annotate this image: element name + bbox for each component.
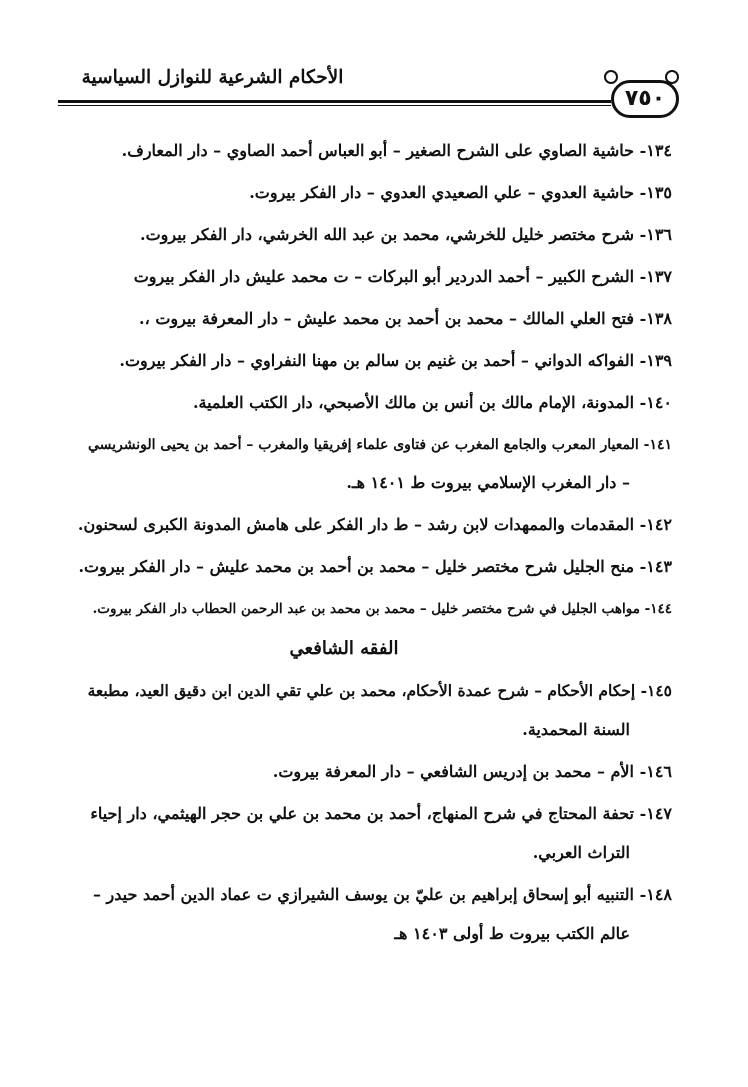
reference-entry-147-continuation: التراث العربي.: [532, 843, 630, 862]
header-rule-thin: [58, 105, 611, 106]
reference-entry-141: ١٤١- المعيار المعرب والجامع المغرب عن فتاوى علماء إفريقيا والمغرب – أحمد بن يحيى الونشريسي: [87, 437, 672, 453]
reference-entry-142: ١٤٢- المقدمات والممهدات لابن رشد – ط دار الفكر على هامش المدونة الكبرى لسحنون.: [77, 515, 672, 534]
reference-entry-138: ١٣٨- فتح العلي المالك – محمد بن أحمد بن محمد عليش – دار المعرفة بيروت ،.: [139, 309, 672, 328]
reference-entry-140: ١٤٠- المدونة، الإمام مالك بن أنس بن مالك الأصبحي، دار الكتب العلمية.: [192, 393, 672, 412]
reference-entry-148: ١٤٨- التنبيه أبو إسحاق إبراهيم بن عليّ بن يوسف الشيرازي ت عماد الدين أحمد حيدر –: [92, 885, 672, 904]
reference-entry-146: ١٤٦- الأم – محمد بن إدريس الشافعي – دار المعرفة بيروت.: [272, 762, 672, 781]
reference-entry-147: ١٤٧- تحفة المحتاج في شرح المنهاج، أحمد بن محمد بن علي بن حجر الهيثمي، دار إحياء: [90, 804, 672, 823]
reference-entry-148-continuation: عالم الكتب بيروت ط أولى ١٤٠٣ هـ: [394, 924, 630, 943]
reference-entry-137: ١٣٧- الشرح الكبير – أحمد الدردير أبو البركات – ت محمد عليش دار الفكر بيروت: [133, 267, 672, 286]
page-number: ٧٥٠: [611, 80, 679, 118]
reference-entry-141-continuation: – دار المغرب الإسلامي بيروت ط ١٤٠١ هـ.: [346, 473, 630, 492]
reference-entry-135: ١٣٥- حاشية العدوي – علي الصعيدي العدوي – دار الفكر بيروت.: [249, 183, 672, 202]
running-header-title: الأحكام الشرعية للنوازل السياسية: [81, 67, 344, 88]
reference-entry-136: ١٣٦- شرح مختصر خليل للخرشي، محمد بن عبد الله الخرشي، دار الفكر بيروت.: [140, 225, 672, 244]
header-rule: [58, 100, 611, 103]
reference-entry-145-continuation: السنة المحمدية.: [522, 720, 630, 739]
reference-entry-144: ١٤٤- مواهب الجليل في شرح مختصر خليل – محمد بن محمد بن عبد الرحمن الحطاب دار الفكر بيروت.: [92, 601, 672, 617]
reference-entry-139: ١٣٩- الفواكه الدواني – أحمد بن غنيم بن سالم بن مهنا النفراوي – دار الفكر بيروت.: [119, 351, 672, 370]
section-heading: الفقه الشافعي: [289, 638, 399, 659]
reference-entry-145: ١٤٥- إحكام الأحكام – شرح عمدة الأحكام، محمد بن علي تقي الدين ابن دقيق العيد، مطبعة: [87, 681, 672, 700]
reference-entry-134: ١٣٤- حاشية الصاوي على الشرح الصغير – أبو العباس أحمد الصاوي – دار المعارف.: [121, 141, 672, 160]
page-number-ornament-icon: [604, 70, 618, 84]
reference-entry-143: ١٤٣- منح الجليل شرح مختصر خليل – محمد بن أحمد بن محمد عليش – دار الفكر بيروت.: [78, 557, 672, 576]
